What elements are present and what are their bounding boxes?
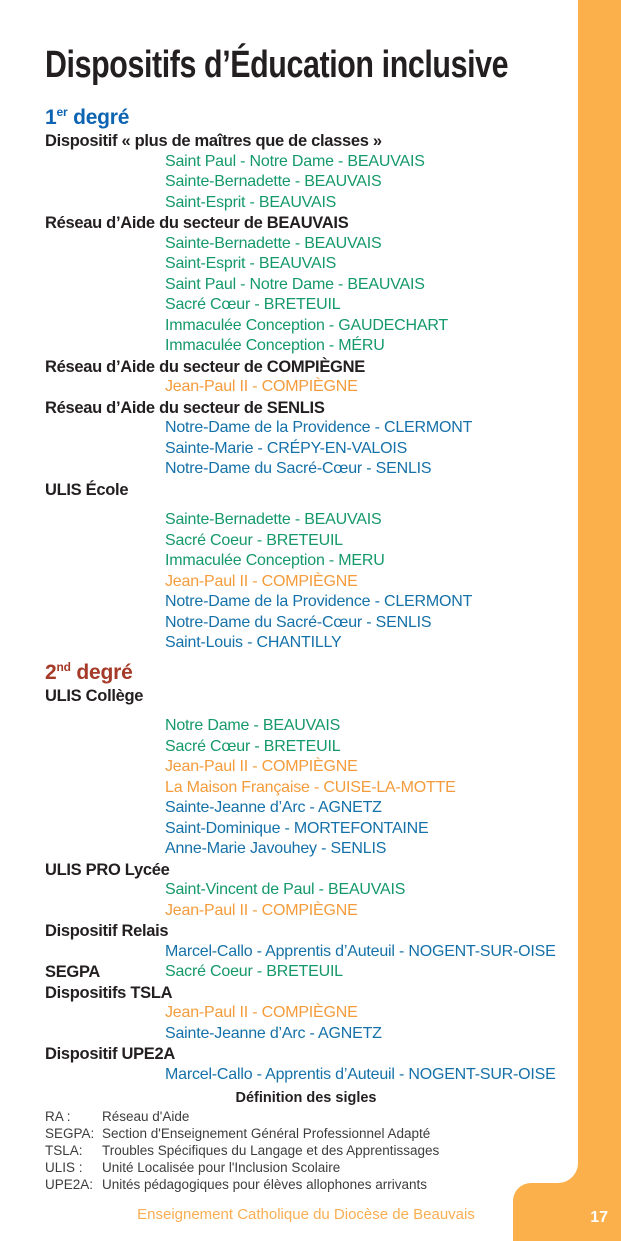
footer-text: Enseignement Catholique du Diocèse de Beauvais <box>137 1206 475 1223</box>
page-content <box>45 44 567 1223</box>
school-item: Marcel-Callo - Apprentis d’Auteuil - NOGENT-SUR-OISE <box>165 942 556 960</box>
school-item: Saint-Vincent de Paul - BEAUVAIS <box>165 881 406 898</box>
school-item: Saint-Esprit - BEAUVAIS <box>165 255 337 272</box>
school-item: Notre-Dame du Sacré-Cœur - SENLIS <box>165 460 432 477</box>
blank-line-spacer <box>45 706 567 716</box>
block-heading: ULIS PRO Lycée <box>45 860 170 879</box>
school-item: Notre-Dame de la Providence - CLERMONT <box>165 593 473 610</box>
sections-container <box>45 99 567 1085</box>
sigles-title: Définition des sigles <box>235 1090 377 1106</box>
degree-ordinal-suffix: nd <box>56 659 71 674</box>
school-item: Sacré Coeur - BRETEUIL <box>165 531 343 549</box>
sigle-definition: Unités pédagogiques pour élèves allophones arrivants <box>102 1177 427 1192</box>
school-item: Sainte-Bernadette - BEAUVAIS <box>165 234 382 252</box>
page-title: Dispositifs d’Éducation inclusive <box>45 44 509 86</box>
block-heading: Dispositif Relais <box>45 922 169 940</box>
block-heading: Dispositif UPE2A <box>45 1045 175 1063</box>
school-item: Notre-Dame de la Providence - CLERMONT <box>165 419 473 436</box>
degree-ordinal-suffix: er <box>56 105 68 119</box>
sigle-row <box>45 1125 567 1142</box>
sigle-definition: Unité Localisée pour l'Inclusion Scolaire <box>102 1160 341 1175</box>
sigle-abbr: UPE2A: <box>45 1177 94 1192</box>
block-heading: Dispositifs TSLA <box>45 983 173 1002</box>
sigle-row <box>45 1142 567 1159</box>
school-item: Saint Paul - Notre Dame - BEAUVAIS <box>165 152 425 170</box>
school-item: Jean-Paul II - COMPIÈGNE <box>165 572 358 590</box>
block-heading: Réseau d’Aide du secteur de BEAUVAIS <box>45 214 349 232</box>
school-item: Sainte-Jeanne d’Arc - AGNETZ <box>165 799 382 816</box>
block-heading: Réseau d’Aide du secteur de SENLIS <box>45 398 325 417</box>
school-item: Jean-Paul II - COMPIÈGNE <box>165 758 358 775</box>
school-item: Jean-Paul II - COMPIÈGNE <box>165 1004 358 1021</box>
block-inline-row <box>45 962 567 983</box>
school-item: Saint Paul - Notre Dame - BEAUVAIS <box>165 275 425 293</box>
school-item: Sacré Cœur - BRETEUIL <box>165 296 341 313</box>
school-item: Immaculée Conception - MERU <box>165 552 385 569</box>
sigle-abbr: SEGPA: <box>45 1126 95 1141</box>
school-item: Jean-Paul II - COMPIÈGNE <box>165 901 358 919</box>
school-item: Notre Dame - BEAUVAIS <box>165 717 341 734</box>
degree-number: 2 <box>45 660 57 684</box>
degree-word: degré <box>67 106 130 129</box>
school-item: Sainte-Bernadette - BEAUVAIS <box>165 173 382 190</box>
degree-heading <box>45 99 567 131</box>
school-item: Sainte-Marie - CRÉPY-EN-VALOIS <box>165 439 408 457</box>
sigle-abbr: ULIS : <box>45 1160 83 1175</box>
school-item: Sainte-Bernadette - BEAUVAIS <box>165 511 382 528</box>
school-item: Marcel-Callo - Apprentis d’Auteuil - NOGENT-SUR-OISE <box>165 1065 556 1083</box>
school-item: Anne-Marie Javouhey - SENLIS <box>165 840 387 857</box>
block-heading: SEGPA <box>45 963 101 981</box>
school-item: Sacré Coeur - BRETEUIL <box>165 963 343 980</box>
sigles-section <box>45 1088 567 1193</box>
block-heading: Réseau d’Aide du secteur de COMPIÈGNE <box>45 357 365 376</box>
page-number: 17 <box>590 1209 608 1226</box>
school-item: Saint-Dominique - MORTEFONTAINE <box>165 819 429 837</box>
sigle-definition: Troubles Spécifiques du Langage et des Apprentissages <box>102 1143 440 1158</box>
block-heading: ULIS Collège <box>45 686 144 705</box>
school-item: Immaculée Conception - GAUDECHART <box>165 316 448 334</box>
school-item: La Maison Française - CUISE-LA-MOTTE <box>165 778 456 796</box>
sigle-row <box>45 1108 567 1125</box>
school-item: Saint-Louis - CHANTILLY <box>165 634 342 651</box>
sigle-row <box>45 1159 567 1176</box>
sigle-row <box>45 1176 567 1193</box>
school-item: Sainte-Jeanne d’Arc - AGNETZ <box>165 1024 382 1042</box>
school-item: Jean-Paul II - COMPIÈGNE <box>165 378 358 395</box>
school-item: Saint-Esprit - BEAUVAIS <box>165 193 337 211</box>
sigle-abbr: TSLA: <box>45 1143 83 1158</box>
sigle-abbr: RA : <box>45 1109 71 1124</box>
sigle-definition: Réseau d'Aide <box>102 1109 190 1124</box>
blank-line-spacer <box>45 500 567 510</box>
degree-number: 1 <box>45 106 57 129</box>
sigles-list <box>45 1108 567 1193</box>
school-item: Sacré Cœur - BRETEUIL <box>165 737 341 755</box>
sigle-definition: Section d'Enseignement Général Professionnel Adapté <box>102 1126 431 1141</box>
block-heading: ULIS École <box>45 480 129 499</box>
school-item: Notre-Dame du Sacré-Cœur - SENLIS <box>165 613 432 631</box>
block-heading: Dispositif « plus de maîtres que de classes » <box>45 132 382 150</box>
school-item: Immaculée Conception - MÉRU <box>165 337 385 354</box>
degree-heading <box>45 654 567 686</box>
degree-word: degré <box>70 660 133 684</box>
